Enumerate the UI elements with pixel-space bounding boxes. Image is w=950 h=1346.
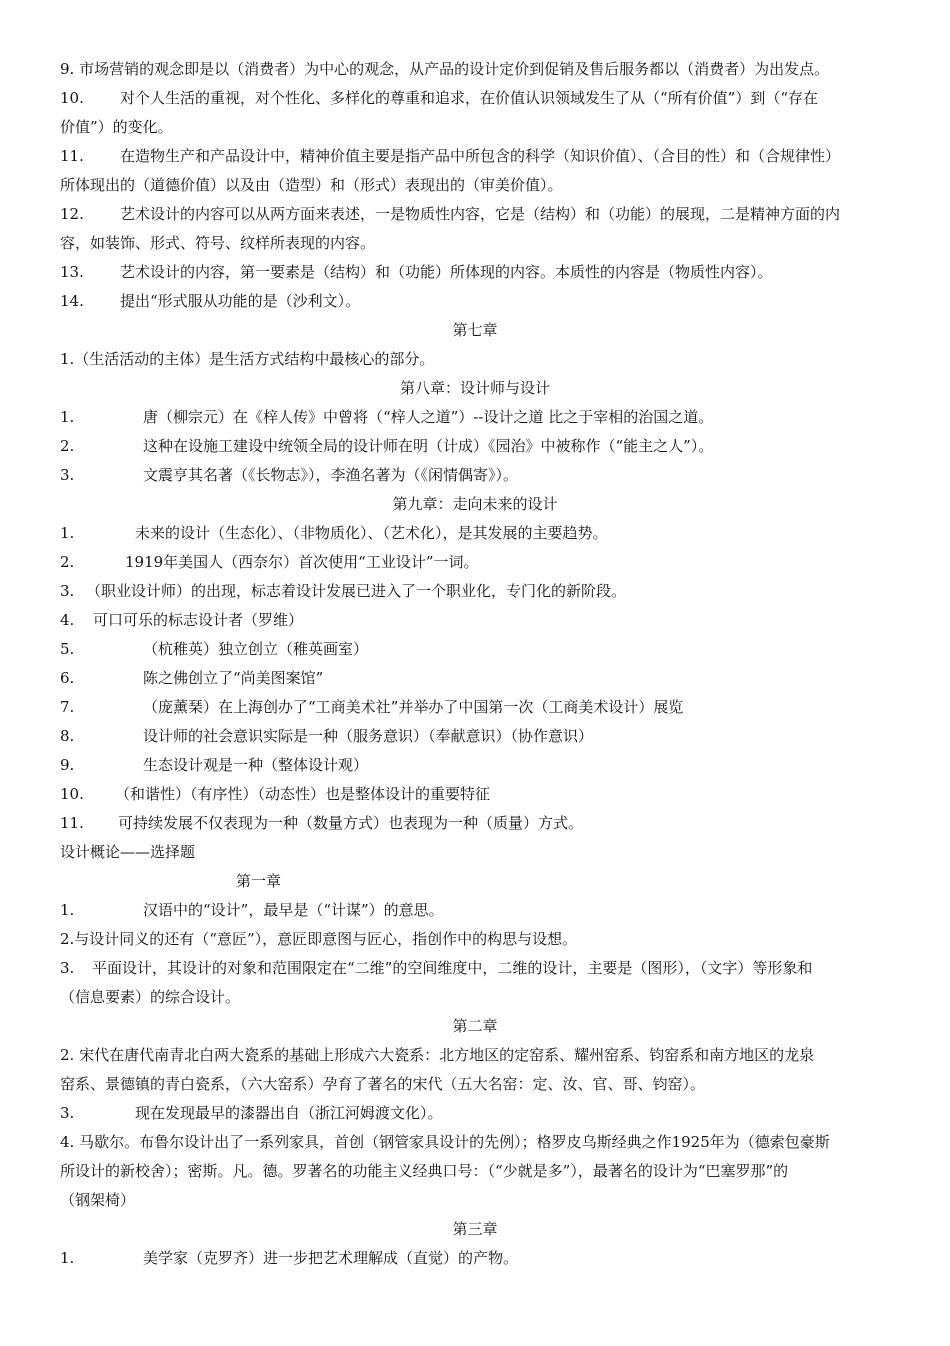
- s2-ch1-item-3-text: 平面设计，其设计的对象和范围限定在“二维”的空间维度中，二维的设计，主要是（图形），（文字）等形象和: [92, 959, 813, 977]
- s2-ch1-item-1-num: 1.: [60, 901, 75, 919]
- s2-ch1-item-2: 2.与设计同义的还有（“意匠”），意匠即意图与匠心，指创作中的构思与设想。: [60, 930, 578, 948]
- s2-ch3-item-1-text: 美学家（克罗齐）进一步把艺术理解成（直觉）的产物。: [143, 1249, 519, 1267]
- s2-ch2-item-3-text: 现在发现最早的漆器出自（浙江河姆渡文化）。: [135, 1104, 443, 1122]
- ch6-item-13-num: 13.: [60, 263, 84, 281]
- ch7-item-1: 1.（生活活动的主体）是生活方式结构中最核心的部分。: [60, 350, 435, 368]
- ch9-item-text: 可口可乐的标志设计者（罗维）: [93, 611, 304, 629]
- ch6-item-13-text: 艺术设计的内容，第一要素是（结构）和（功能）所体现的内容。本质性的内容是（物质性内容）。: [120, 263, 773, 281]
- ch6-item-10-text-cont: 价值”）的变化。: [60, 118, 173, 136]
- ch9-item-text: 未来的设计（生态化）、（非物质化）、（艺术化），是其发展的主要趋势。: [135, 524, 608, 542]
- ch9-item-num: 11.: [60, 814, 84, 832]
- ch6-item-10-num: 10.: [60, 89, 84, 107]
- ch6-item-14-text: 提出“形式服从功能的是（沙利文）。: [120, 292, 361, 310]
- s2-ch1-item-3-text-cont: （信息要素）的综合设计。: [60, 988, 241, 1006]
- s2-ch2-item-2-cont: 窑系、景德镇的青白瓷系，（六大窑系）孕育了著名的宋代（五大名窑：定、汝、官、哥、钧窑）。: [60, 1075, 706, 1093]
- chapter-7-title: 第七章: [452, 321, 498, 339]
- ch8-item-text: 这种在设施工建设中统领全局的设计师在明（计成）《园治》中被称作（“能主之人”）。: [143, 437, 714, 455]
- ch6-item-9: 9. 市场营销的观念即是以（消费者）为中心的观念，从产品的设计定价到促销及售后服务都以（消费者）为出发点。: [60, 60, 830, 78]
- s2-ch1-item-3-num: 3.: [60, 959, 75, 977]
- ch8-item-num: 1.: [60, 408, 75, 426]
- s2-ch2-item-2: 2. 宋代在唐代南青北白两大瓷系的基础上形成六大瓷系：北方地区的定窑系、耀州窑系、钧窑系和南方地区的龙泉: [60, 1046, 815, 1064]
- chapter-8-title: 第八章：设计师与设计: [399, 379, 550, 397]
- ch8-item-text: 文震亨其名著（《长物志》），李渔名著为（《闲情偶寄》）。: [143, 466, 519, 484]
- ch9-item-num: 2.: [60, 553, 75, 571]
- ch9-item-num: 4.: [60, 611, 75, 629]
- ch6-item-14-num: 14.: [60, 292, 84, 310]
- ch9-item-text: （杭稚英）独立创立（稚英画室）: [143, 640, 369, 658]
- s2-ch2-item-3-num: 3.: [60, 1104, 75, 1122]
- ch9-item-num: 9.: [60, 756, 75, 774]
- ch9-item-text: 设计师的社会意识实际是一种（服务意识）（奉献意识）（协作意识）: [143, 727, 594, 745]
- ch6-item-12-num: 12.: [60, 205, 84, 223]
- ch9-item-num: 10.: [60, 785, 84, 803]
- ch6-item-12-text-cont: 容，如装饰、形式、符号、纹样所表现的内容。: [60, 234, 376, 252]
- ch8-item-num: 3.: [60, 466, 75, 484]
- ch9-item-text: 1919年美国人（西奈尔）首次使用“工业设计”一词。: [125, 553, 479, 571]
- chapter-9-title: 第九章：走向未来的设计: [392, 495, 558, 513]
- section-title: 设计概论——选择题: [60, 843, 196, 861]
- ch9-item-num: 3.: [60, 582, 75, 600]
- ch9-item-num: 7.: [60, 698, 75, 716]
- s2-ch2-item-4-cont2: （钢架椅）: [60, 1191, 136, 1209]
- chapter-1-title: 第一章: [236, 872, 282, 890]
- ch9-item-text: 生态设计观是一种（整体设计观）: [143, 756, 369, 774]
- ch6-item-11-text: 在造物生产和产品设计中，精神价值主要是指产品中所包含的科学（知识价值）、（合目的性）和（合规律性）: [120, 147, 841, 165]
- chapter-3-title: 第三章: [452, 1220, 498, 1238]
- ch9-item-num: 8.: [60, 727, 75, 745]
- ch9-item-text: （职业设计师）的出现，标志着设计发展已进入了一个职业化，专门化的新阶段。: [86, 582, 627, 600]
- ch6-item-12-text: 艺术设计的内容可以从两方面来表述，一是物质性内容，它是（结构）和（功能）的展现，二是精神方面的内: [120, 205, 841, 223]
- ch9-item-text: 陈之佛创立了“尚美图案馆”: [143, 669, 324, 687]
- s2-ch2-item-4-cont: 所设计的新校舍）；密斯。凡。德。罗著名的功能主义经典口号：（“少就是多”），最著名的设计为“巴塞罗那”的: [60, 1162, 789, 1180]
- ch9-item-num: 1.: [60, 524, 75, 542]
- ch9-item-num: 6.: [60, 669, 75, 687]
- s2-ch1-item-1-text: 汉语中的“设计”，最早是（“计谋”）的意思。: [143, 901, 444, 919]
- chapter-2-title: 第二章: [452, 1017, 498, 1035]
- ch9-item-text: （和谐性）（有序性）（动态性）也是整体设计的重要特征: [115, 785, 491, 803]
- s2-ch2-item-4: 4. 马歇尔。布鲁尔设计出了一系列家具，首创（钢管家具设计的先例）；格罗皮乌斯经典之作1925年为（德索包豪斯: [60, 1133, 830, 1151]
- s2-ch3-item-1-num: 1.: [60, 1249, 75, 1267]
- ch6-item-11-num: 11.: [60, 147, 84, 165]
- ch9-item-text: 可持续发展不仅表现为一种（数量方式）也表现为一种（质量）方式。: [118, 814, 584, 832]
- ch6-item-11-text-cont: 所体现出的（道德价值）以及由（造型）和（形式）表现出的（审美价值）。: [60, 176, 563, 194]
- ch9-item-num: 5.: [60, 640, 75, 658]
- ch8-item-text: 唐（柳宗元）在《梓人传》中曾将（“梓人之道”）--设计之道 比之于宰相的治国之道。: [143, 408, 714, 426]
- ch8-item-num: 2.: [60, 437, 75, 455]
- ch6-item-10-text: 对个人生活的重视，对个性化、多样化的尊重和追求，在价值认识领域发生了从（“所有价值”）到（“存在: [120, 89, 819, 107]
- ch9-item-text: （庞薰琹）在上海创办了“工商美术社”并举办了中国第一次（工商美术设计）展览: [143, 698, 684, 716]
